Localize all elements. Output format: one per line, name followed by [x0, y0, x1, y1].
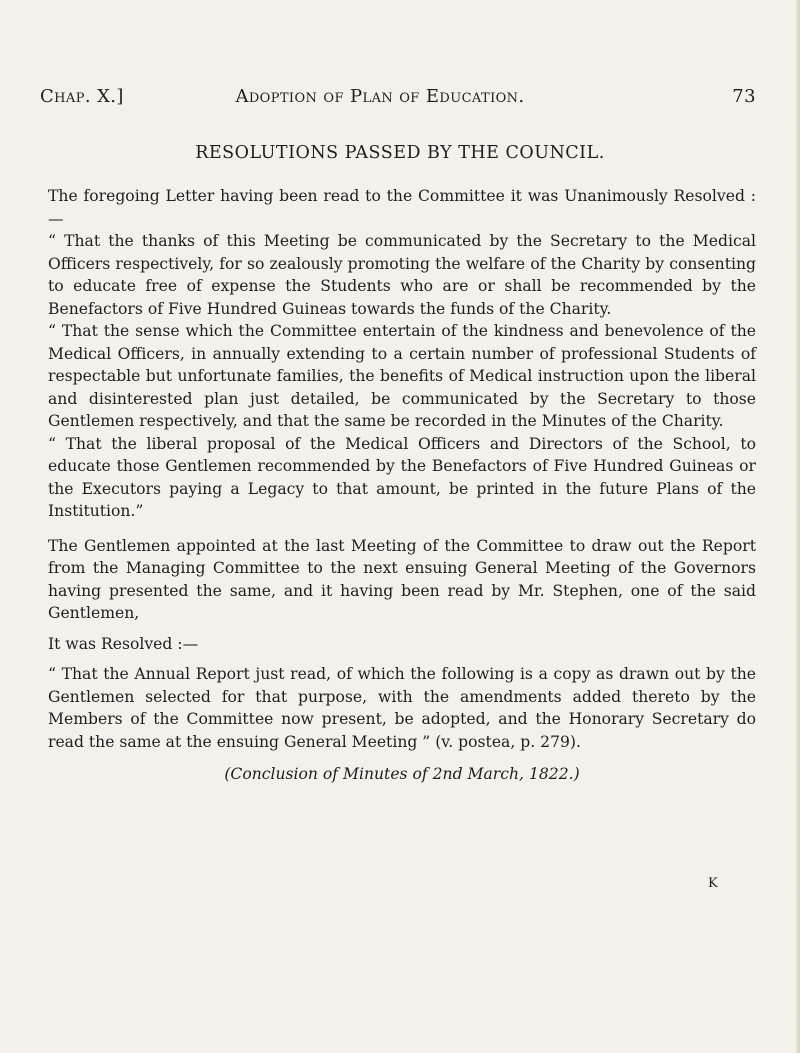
resolved-heading: It was Resolved :— — [48, 634, 199, 653]
scan-edge — [796, 0, 800, 1053]
resolution-paragraph-4: “ That the Annual Report just read, of which the following is a copy as drawn out by the Gentlemen selected for that purpose, with the amendments added thereto by the Members of the Committee now present, be adopted, and the Honorary Secretary do read the same at the ensuing General Meeting ” (v. postea, p. 279). — [48, 665, 756, 751]
body-text — [48, 185, 756, 786]
paragraph-lead: The foregoing Letter having been read to the Committee it was Unanimously Resolved :— — [48, 187, 756, 228]
resolution-paragraph-2: “ That the sense which the Committee entertain of the kindness and benevolence of the Medical Officers, in annually extending to a certain number of professional Students of respectable but unfortunate families, the benefits of Medical instruction upon the liberal and disinterested plan just detailed, be communicated by the Secretary to those Gentlemen respectively, and that the same be recorded in the Minutes of the Charity. — [48, 322, 756, 430]
section-title: RESOLUTIONS PASSED BY THE COUNCIL. — [195, 143, 605, 163]
running-title: Adoption of Plan of Education. — [235, 86, 525, 107]
resolution-paragraph-3: “ That the liberal proposal of the Medical Officers and Directors of the School, to educate those Gentlemen recommended by the Benefactors of Five Hundred Guineas or the Executors paying a Legacy to that amount, be printed in the future Plans of the Institution.” — [48, 434, 756, 520]
narrative-paragraph: The Gentlemen appointed at the last Meeting of the Committee to draw out the Report from the Managing Committee to the next ensuing General Meeting of the Governors having presented the same, and it having been read by Mr. Stephen, one of the said Gentlemen, — [48, 536, 756, 622]
conclusion-note: (Conclusion of Minutes of 2nd March, 1822.) — [224, 765, 580, 783]
running-header — [40, 86, 756, 110]
chapter-label: Chap. X.] — [40, 86, 124, 107]
page-number: 73 — [732, 86, 756, 107]
resolution-paragraph-1: “ That the thanks of this Meeting be communicated by the Secretary to the Medical Officers respectively, for so zealously promoting the welfare of the Charity by consenting to educate free of expense the Students who are or shall be recommended by the Benefactors of Five Hundred Guineas towards the funds of the Charity. — [48, 232, 756, 318]
signature-mark: K — [708, 876, 718, 891]
